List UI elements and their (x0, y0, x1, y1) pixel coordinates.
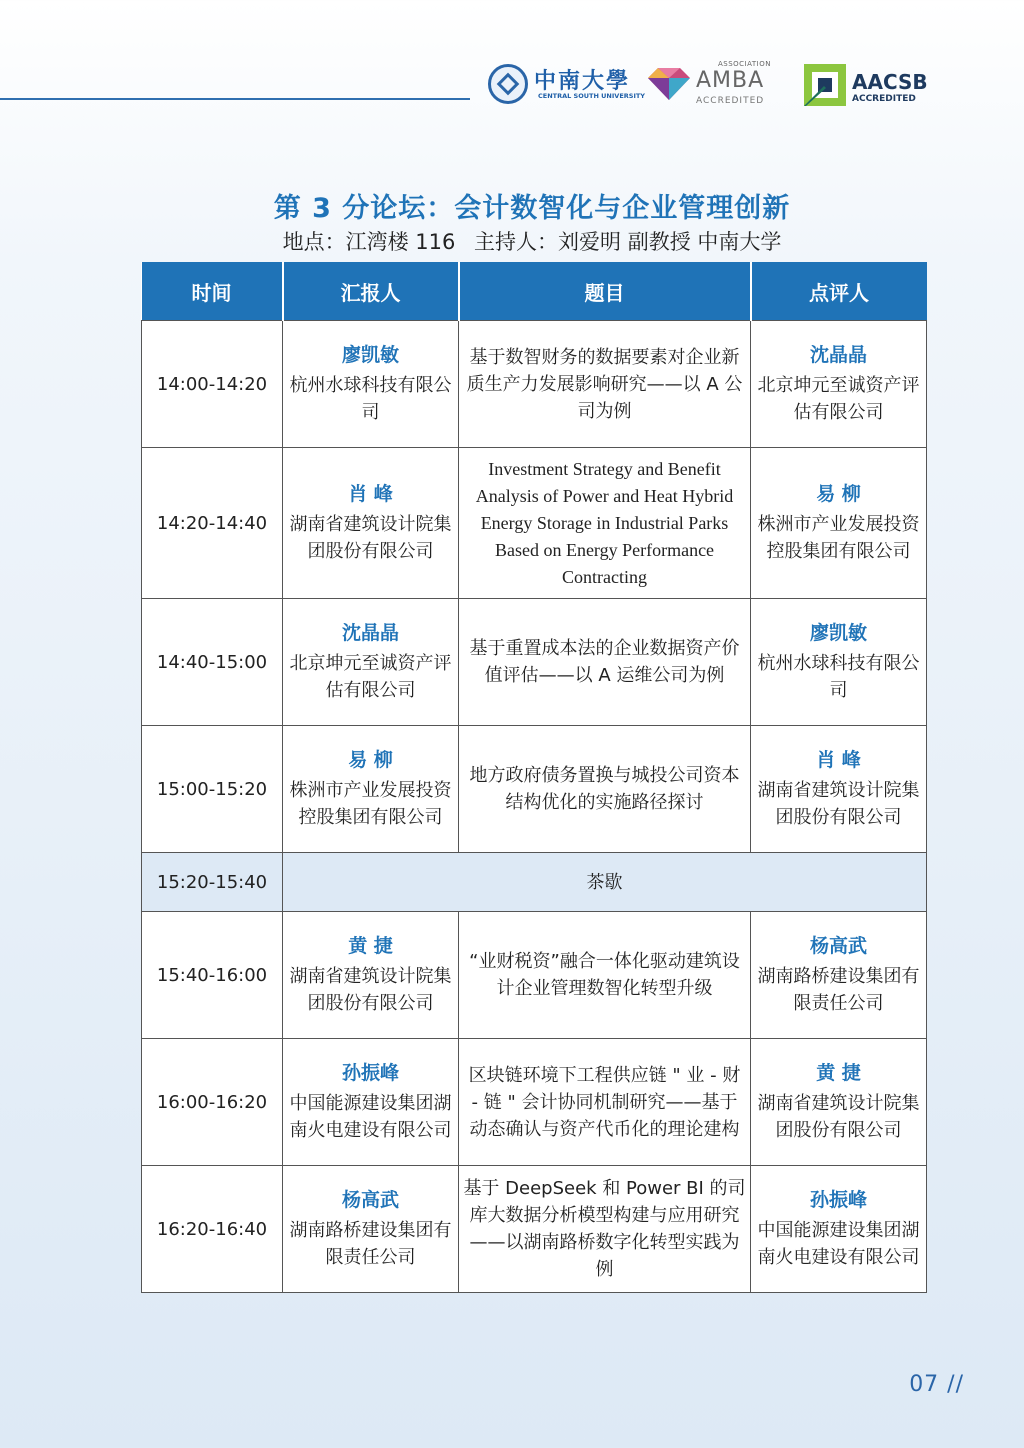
presenter-org: 湖南省建筑设计院集团股份有限公司 (289, 514, 452, 562)
presenter-name: 杨高武 (341, 1189, 399, 1211)
presenter-cell (283, 726, 459, 853)
time-cell: 15:20-15:40 (142, 853, 283, 912)
presenter-cell (283, 912, 459, 1039)
table-row-break (142, 853, 927, 912)
table-row (142, 1039, 927, 1166)
topic-cell: “业财税资”融合一体化驱动建筑设计企业管理数智化转型升级 (459, 912, 751, 1039)
page-title: 第 3 分论坛：会计数智化与企业管理创新 (273, 193, 791, 224)
topic-cell: 地方政府债务置换与城投公司资本结构优化的实施路径探讨 (459, 726, 751, 853)
logo-bar (488, 58, 938, 118)
reviewer-cell (751, 912, 927, 1039)
csu-logo-subtext: CENTRAL SOUTH UNIVERSITY (538, 92, 645, 100)
presenter-org: 湖南路桥建设集团有限责任公司 (289, 1220, 452, 1268)
presenter-name: 孙振峰 (341, 1062, 399, 1084)
table-header-row (142, 262, 927, 321)
presenter-name: 黄 捷 (348, 935, 393, 957)
presenter-org: 中国能源建设集团湖南火电建设有限公司 (289, 1093, 452, 1141)
presenter-name: 易 柳 (348, 749, 393, 771)
reviewer-org: 湖南省建筑设计院集团股份有限公司 (757, 1093, 920, 1141)
amba-logo-text: AMBA (696, 68, 765, 93)
reviewer-org: 北京坤元至诚资产评估有限公司 (757, 375, 920, 423)
time-cell: 15:00-15:20 (142, 726, 283, 853)
presenter-cell (283, 1039, 459, 1166)
time-cell: 14:00-14:20 (142, 321, 283, 448)
aacsb-logo (804, 62, 934, 108)
time-cell: 15:40-16:00 (142, 912, 283, 1039)
aacsb-logo-text: AACSB (852, 70, 928, 94)
presenter-cell (283, 599, 459, 726)
aacsb-accredited-text: ACCREDITED (852, 94, 916, 104)
time-cell: 14:20-14:40 (142, 448, 283, 599)
time-cell: 16:00-16:20 (142, 1039, 283, 1166)
presenter-cell (283, 321, 459, 448)
agenda-table (141, 262, 927, 1293)
reviewer-name: 孙振峰 (809, 1189, 867, 1211)
topic-cell: 区块链环境下工程供应链 " 业 - 财 - 链 " 会计协同机制研究——基于动态确认与资产代币化的理论建构 (459, 1039, 751, 1166)
presenter-cell (283, 448, 459, 599)
column-header-presenter: 汇报人 (283, 262, 459, 321)
presenter-name: 沈晶晶 (341, 622, 399, 644)
reviewer-cell (751, 321, 927, 448)
reviewer-org: 杭州水球科技有限公司 (757, 653, 920, 701)
topic-cell: 基于 DeepSeek 和 Power BI 的司库大数据分析模型构建与应用研究——以湖南路桥数字化转型实践为例 (459, 1166, 751, 1293)
csu-logo (488, 64, 645, 108)
presenter-org: 湖南省建筑设计院集团股份有限公司 (289, 966, 452, 1014)
amba-assoc-text: ASSOCIATION (718, 60, 771, 68)
reviewer-name: 黄 捷 (816, 1062, 861, 1084)
location-text: 地点：江湾楼 116 (282, 230, 456, 254)
page-number: 07 // (909, 1372, 964, 1397)
session-info (0, 226, 1024, 256)
amba-logo (648, 60, 778, 110)
column-header-time: 时间 (142, 262, 283, 321)
csu-seal-icon (488, 64, 528, 104)
header-rule (0, 98, 470, 100)
presenter-name: 廖凯敏 (341, 344, 399, 366)
presenter-cell (283, 1166, 459, 1293)
reviewer-org: 株洲市产业发展投资控股集团有限公司 (757, 514, 920, 562)
reviewer-name: 肖 峰 (816, 749, 861, 771)
topic-cell: 基于数智财务的数据要素对企业新质生产力发展影响研究——以 A 公司为例 (459, 321, 751, 448)
topic-cell: 基于重置成本法的企业数据资产价值评估——以 A 运维公司为例 (459, 599, 751, 726)
amba-accredited-text: ACCREDITED (696, 96, 765, 106)
reviewer-name: 杨高武 (809, 935, 867, 957)
table-row (142, 1166, 927, 1293)
table-row (142, 448, 927, 599)
reviewer-cell (751, 1039, 927, 1166)
reviewer-cell (751, 726, 927, 853)
time-cell: 16:20-16:40 (142, 1166, 283, 1293)
reviewer-org: 湖南路桥建设集团有限责任公司 (757, 966, 920, 1014)
topic-cell: Investment Strategy and Benefit Analysis of Power and Heat Hybrid Energy Storage in Industrial Parks Based on Energy Performance Contracting (459, 448, 751, 599)
table-row (142, 726, 927, 853)
break-cell: 茶歇 (283, 853, 927, 912)
time-cell: 14:40-15:00 (142, 599, 283, 726)
csu-logo-text: 中南大學 (534, 68, 631, 94)
reviewer-cell (751, 1166, 927, 1293)
reviewer-cell (751, 448, 927, 599)
table-row (142, 599, 927, 726)
amba-gem-icon (648, 66, 690, 100)
column-header-reviewer: 点评人 (751, 262, 927, 321)
presenter-org: 杭州水球科技有限公司 (289, 375, 452, 423)
presenter-org: 北京坤元至诚资产评估有限公司 (289, 653, 452, 701)
presenter-name: 肖 峰 (348, 483, 393, 505)
reviewer-name: 廖凯敏 (809, 622, 867, 644)
column-header-topic: 题目 (459, 262, 751, 321)
aacsb-mark-icon (804, 64, 846, 106)
reviewer-org: 湖南省建筑设计院集团股份有限公司 (757, 780, 920, 828)
host-text: 主持人：刘爱明 副教授 中南大学 (474, 230, 782, 254)
table-row (142, 321, 927, 448)
reviewer-name: 沈晶晶 (809, 344, 867, 366)
reviewer-cell (751, 599, 927, 726)
table-row (142, 912, 927, 1039)
presenter-org: 株洲市产业发展投资控股集团有限公司 (289, 780, 452, 828)
reviewer-name: 易 柳 (816, 483, 861, 505)
reviewer-org: 中国能源建设集团湖南火电建设有限公司 (757, 1220, 920, 1268)
